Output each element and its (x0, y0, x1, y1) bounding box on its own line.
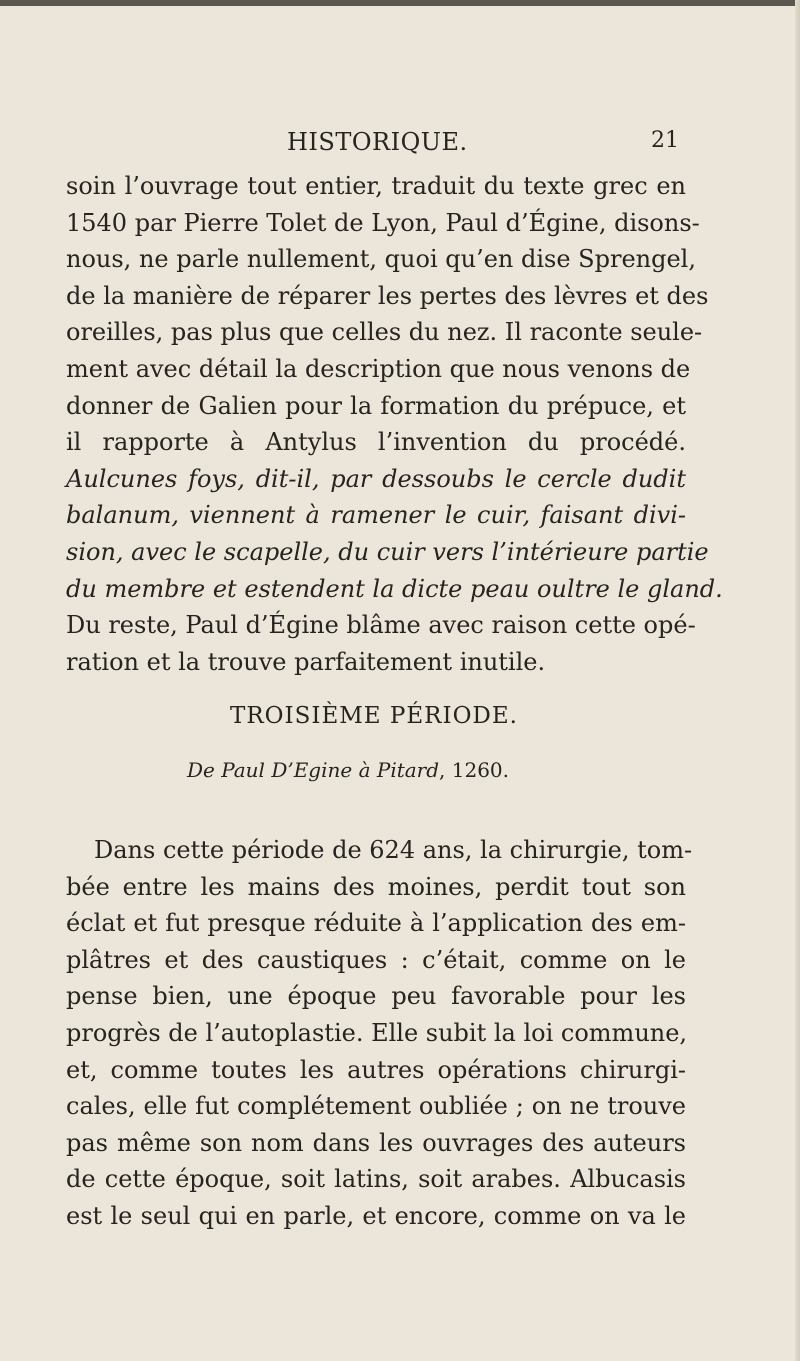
text-line: de cette époque, soit latins, soit arabes. Albucasis (66, 1165, 686, 1194)
quotation-line: balanum, viennent à ramener le cuir, faisant divi- (66, 501, 686, 530)
paragraph-continued (66, 168, 723, 680)
paragraph (66, 832, 693, 1235)
page-right-edge (795, 0, 800, 1361)
text-line: progrès de l’autoplastie. Elle subit la loi commune, (66, 1018, 688, 1047)
quotation-line: du membre et estendent la dicte peau oultre le gland. (66, 574, 723, 603)
text-line: éclat et fut presque réduite à l’application des em- (66, 909, 686, 938)
text-line: bée entre les mains des moines, perdit tout son (66, 872, 686, 901)
text-line: est le seul qui en parle, et encore, comme on va le (66, 1201, 686, 1230)
page-top-edge (0, 0, 800, 6)
text-line: pas même son nom dans les ouvrages des auteurs (66, 1128, 686, 1157)
text-line: donner de Galien pour la formation du prépuce, et (66, 391, 686, 420)
text-line: de la manière de réparer les pertes des lèvres et des (66, 281, 709, 310)
quotation-line: Aulcunes foys, dit-il, par dessoubs le cercle dudit (66, 464, 686, 493)
section-heading-text: TROISIÈME PÉRIODE. (230, 703, 518, 729)
text-line: plâtres et des caustiques : c’était, comme on le (66, 945, 686, 974)
text-line: soin l’ouvrage tout entier, traduit du texte grec en (66, 172, 686, 200)
running-head (0, 124, 800, 164)
text-line: cales, elle fut complétement oubliée ; on ne trouve (66, 1092, 686, 1121)
quotation-line: sion, avec le scapelle, du cuir vers l’intérieure partie (66, 537, 709, 566)
section-subheading (0, 758, 800, 782)
subheading-italic: De Paul D’Egine à Pitard (186, 758, 440, 782)
subheading-year: , 1260. (439, 758, 510, 782)
text-line: nous, ne parle nullement, quoi qu’en dise Sprengel, (66, 245, 696, 274)
text-line: Du reste, Paul d’Égine blâme avec raison cette opé- (66, 611, 696, 640)
text-line: 1540 par Pierre Tolet de Lyon, Paul d’Égine, disons- (66, 208, 700, 237)
text-line: et, comme toutes les autres opérations chirurgi- (66, 1055, 686, 1084)
text-line: pense bien, une époque peu favorable pour les (66, 982, 686, 1011)
text-line: ment avec détail la description que nous venons de (66, 354, 691, 383)
text-line: ration et la trouve parfaitement inutile. (66, 647, 546, 676)
text-line: il rapporte à Antylus l’invention du procédé. (66, 428, 686, 457)
text-line: oreilles, pas plus que celles du nez. Il raconte seule- (66, 318, 703, 347)
page-number: 21 (651, 128, 679, 153)
running-head-title: HISTORIQUE. (287, 128, 468, 156)
section-heading (0, 703, 800, 729)
text-line: Dans cette période de 624 ans, la chirurgie, tom- (94, 836, 693, 864)
